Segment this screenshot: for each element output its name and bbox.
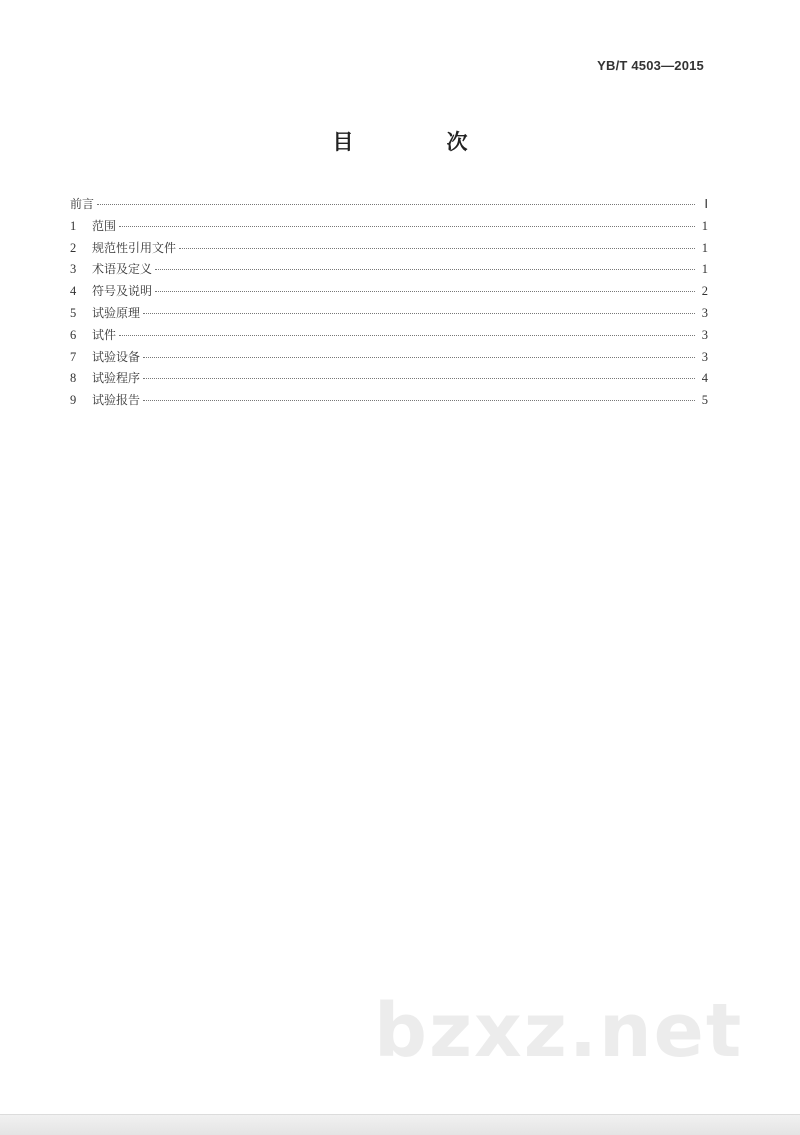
toc-entry-number: 9 (70, 393, 77, 408)
toc-entry-page: 1 (701, 240, 708, 255)
toc-entry-specimen[interactable] (70, 325, 708, 347)
dot-leader (143, 378, 695, 379)
toc-entry-page: 2 (701, 284, 708, 299)
toc-entry-normative-references[interactable] (70, 238, 708, 260)
toc-entry-label: 试验原理 (92, 305, 141, 320)
toc-entry-label: 试验设备 (92, 349, 141, 364)
toc-entry-page: Ⅰ (704, 197, 708, 211)
toc-entry-label: 试验程序 (92, 371, 141, 386)
dot-leader (143, 357, 695, 358)
toc-entry-number: 6 (70, 327, 77, 342)
toc-entry-label: 范围 (92, 218, 117, 233)
toc-entry-test-procedure[interactable] (70, 368, 708, 390)
toc-entry-number: 3 (70, 262, 77, 277)
toc-entry-label: 试验报告 (92, 393, 141, 408)
toc-entry-page: 3 (701, 327, 708, 342)
dot-leader (143, 313, 695, 314)
watermark: bzxz.net (374, 988, 744, 1074)
toc-entry-page: 1 (701, 218, 708, 233)
toc-entry-page: 1 (701, 262, 708, 277)
toc-entry-symbols[interactable] (70, 281, 708, 303)
dot-leader (155, 291, 695, 292)
toc-entry-number: 1 (70, 218, 77, 233)
toc-entry-label: 符号及说明 (92, 284, 153, 299)
toc-entry-page: 3 (701, 349, 708, 364)
toc-title: 目 次 (332, 130, 504, 154)
toc-entry-terms-definitions[interactable] (70, 259, 708, 281)
toc-list (70, 194, 708, 412)
dot-leader (119, 335, 695, 336)
toc-entry-test-report[interactable] (70, 390, 708, 412)
toc-entry-number: 5 (70, 305, 77, 320)
toc-entry-test-equipment[interactable] (70, 347, 708, 369)
toc-entry-label: 术语及定义 (92, 262, 153, 277)
toc-entry-scope[interactable] (70, 216, 708, 238)
dot-leader (155, 269, 695, 270)
dot-leader (119, 226, 695, 227)
dot-leader (97, 204, 695, 205)
toc-entry-foreword[interactable] (70, 194, 708, 216)
toc-entry-number: 8 (70, 371, 77, 386)
toc-entry-test-principle[interactable] (70, 303, 708, 325)
toc-entry-number: 2 (70, 240, 77, 255)
toc-entry-label: 规范性引用文件 (92, 240, 177, 255)
page-bottom-edge (0, 1114, 800, 1135)
standard-code: YB/T 4503—2015 (597, 58, 704, 73)
toc-entry-page: 4 (701, 371, 708, 386)
toc-entry-number: 7 (70, 349, 77, 364)
toc-entry-label: 试件 (92, 327, 117, 342)
toc-entry-page: 3 (701, 305, 708, 320)
toc-entry-label: 前言 (70, 197, 95, 211)
toc-entry-number: 4 (70, 284, 77, 299)
dot-leader (143, 400, 695, 401)
dot-leader (179, 248, 695, 249)
toc-entry-page: 5 (701, 393, 708, 408)
